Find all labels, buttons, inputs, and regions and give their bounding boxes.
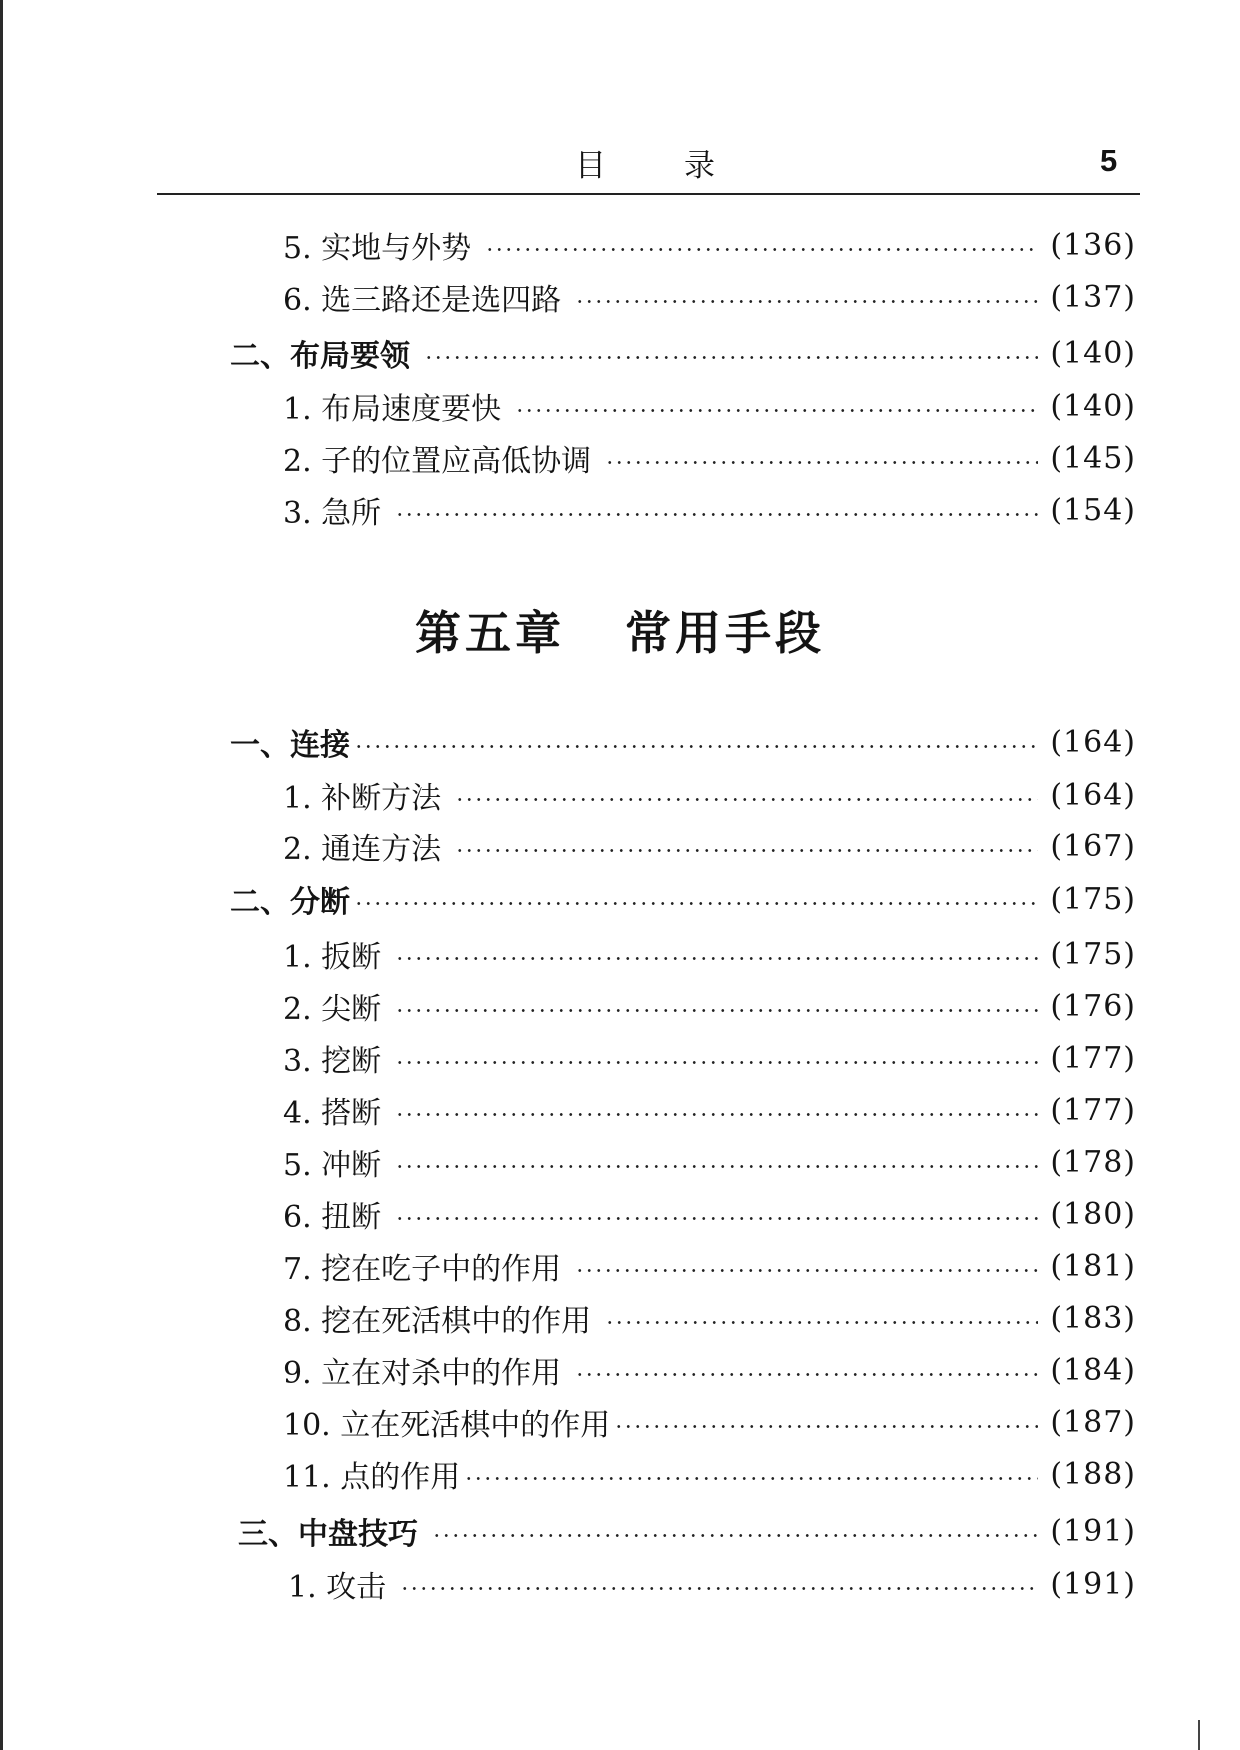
- toc-entry-page: (164): [1050, 724, 1136, 760]
- toc-entry-label: 1. 扳断: [283, 940, 382, 975]
- toc-section-entry[interactable]: [238, 1511, 1136, 1551]
- toc-entry-page: (167): [1050, 828, 1136, 864]
- toc-entry[interactable]: [283, 1090, 1136, 1130]
- toc-entry-page: (154): [1050, 492, 1136, 528]
- toc-section-entry[interactable]: [230, 879, 1136, 919]
- toc-section-label: 三、中盘技巧: [238, 1517, 418, 1552]
- leader-dots: [614, 1425, 1038, 1428]
- toc-entry-page: (177): [1050, 1040, 1136, 1076]
- toc-entry-label: 7. 挖在吃子中的作用: [283, 1252, 562, 1287]
- leader-dots: [455, 798, 1038, 801]
- toc-entry-label: 1. 补断方法: [283, 781, 442, 816]
- leader-dots: [395, 957, 1038, 960]
- scan-edge-left: [0, 0, 3, 1750]
- toc-entry-label: 3. 急所: [283, 496, 382, 531]
- toc-entry-page: (136): [1050, 227, 1136, 263]
- toc-section-label: 二、布局要领: [230, 339, 410, 374]
- leader-dots: [395, 513, 1038, 516]
- toc-entry-page: (176): [1050, 988, 1136, 1024]
- toc-entry-label: 2. 尖断: [283, 992, 382, 1027]
- toc-entry[interactable]: [283, 438, 1136, 478]
- toc-entry-label: 3. 挖断: [283, 1044, 382, 1079]
- toc-entry[interactable]: [288, 1564, 1136, 1604]
- leader-dots: [515, 409, 1038, 412]
- toc-entry[interactable]: [283, 1454, 1136, 1494]
- toc-entry-page: (184): [1050, 1352, 1136, 1388]
- toc-entry-page: (140): [1050, 335, 1136, 371]
- leader-dots: [605, 461, 1038, 464]
- toc-entry-label: 5. 实地与外势: [283, 231, 472, 266]
- toc-entry-label: 11. 点的作用: [283, 1460, 461, 1495]
- toc-entry-page: (180): [1050, 1196, 1136, 1232]
- leader-dots: [575, 1373, 1038, 1376]
- running-title-right: 录: [684, 148, 715, 184]
- leader-dots: [354, 745, 1038, 748]
- header-rule: [157, 193, 1140, 195]
- toc-entry[interactable]: [283, 277, 1136, 317]
- toc-entry-page: (187): [1050, 1404, 1136, 1440]
- page-number: 5: [1100, 143, 1118, 178]
- toc-entry[interactable]: [283, 986, 1136, 1026]
- toc-entry[interactable]: [283, 1194, 1136, 1234]
- leader-dots: [424, 356, 1038, 359]
- toc-entry[interactable]: [283, 1298, 1136, 1338]
- running-title: [575, 140, 715, 185]
- leader-dots: [400, 1587, 1038, 1590]
- toc-entry-label: 6. 选三路还是选四路: [283, 283, 562, 318]
- toc-entry[interactable]: [283, 1246, 1136, 1286]
- toc-entry-page: (175): [1050, 936, 1136, 972]
- toc-entry-page: (137): [1050, 279, 1136, 315]
- leader-dots: [395, 1165, 1038, 1168]
- leader-dots: [395, 1009, 1038, 1012]
- toc-entry-page: (145): [1050, 440, 1136, 476]
- leader-dots: [432, 1534, 1038, 1537]
- toc-entry-label: 5. 冲断: [283, 1148, 382, 1183]
- toc-entry-label: 1. 攻击: [288, 1570, 387, 1605]
- toc-entry-label: 1. 布局速度要快: [283, 392, 502, 427]
- leader-dots: [464, 1477, 1038, 1480]
- toc-entry-page: (183): [1050, 1300, 1136, 1336]
- toc-entry-page: (140): [1050, 388, 1136, 424]
- toc-entry-page: (175): [1050, 881, 1136, 917]
- leader-dots: [575, 1269, 1038, 1272]
- toc-entry[interactable]: [283, 934, 1136, 974]
- toc-entry-page: (164): [1050, 777, 1136, 813]
- toc-entry-label: 6. 扭断: [283, 1200, 382, 1235]
- leader-dots: [605, 1321, 1038, 1324]
- toc-entry-label: 9. 立在对杀中的作用: [283, 1356, 562, 1391]
- toc-section-label: 二、分断: [230, 885, 350, 920]
- toc-section-entry[interactable]: [230, 333, 1136, 373]
- toc-entry[interactable]: [283, 1038, 1136, 1078]
- leader-dots: [485, 248, 1038, 251]
- toc-entry[interactable]: [283, 1142, 1136, 1182]
- running-title-left: 目: [575, 148, 606, 184]
- toc-section-label: 一、连接: [230, 728, 350, 763]
- leader-dots: [395, 1217, 1038, 1220]
- toc-entry[interactable]: [283, 490, 1136, 530]
- leader-dots: [395, 1113, 1038, 1116]
- toc-entry-label: 10. 立在死活棋中的作用: [283, 1408, 611, 1443]
- toc-section-entry[interactable]: [230, 722, 1136, 762]
- toc-entry-page: (191): [1050, 1566, 1136, 1602]
- toc-entry[interactable]: [283, 1402, 1136, 1442]
- leader-dots: [354, 902, 1038, 905]
- toc-entry-page: (191): [1050, 1513, 1136, 1549]
- leader-dots: [575, 300, 1038, 303]
- toc-entry[interactable]: [283, 826, 1136, 866]
- chapter-heading: 第五章 常用手段: [414, 606, 826, 660]
- toc-entry-page: (188): [1050, 1456, 1136, 1492]
- leader-dots: [455, 849, 1038, 852]
- toc-entry[interactable]: [283, 1350, 1136, 1390]
- toc-entry[interactable]: [283, 386, 1136, 426]
- toc-entry-label: 4. 搭断: [283, 1096, 382, 1131]
- scan-mark-bottom-right: [1198, 1720, 1200, 1750]
- toc-entry-page: (177): [1050, 1092, 1136, 1128]
- toc-entry[interactable]: [283, 775, 1136, 815]
- toc-entry-page: (181): [1050, 1248, 1136, 1284]
- toc-entry-label: 2. 子的位置应高低协调: [283, 444, 592, 479]
- toc-entry-label: 2. 通连方法: [283, 832, 442, 867]
- toc-entry-page: (178): [1050, 1144, 1136, 1180]
- toc-entry[interactable]: [283, 225, 1136, 265]
- leader-dots: [395, 1061, 1038, 1064]
- toc-entry-label: 8. 挖在死活棋中的作用: [283, 1304, 592, 1339]
